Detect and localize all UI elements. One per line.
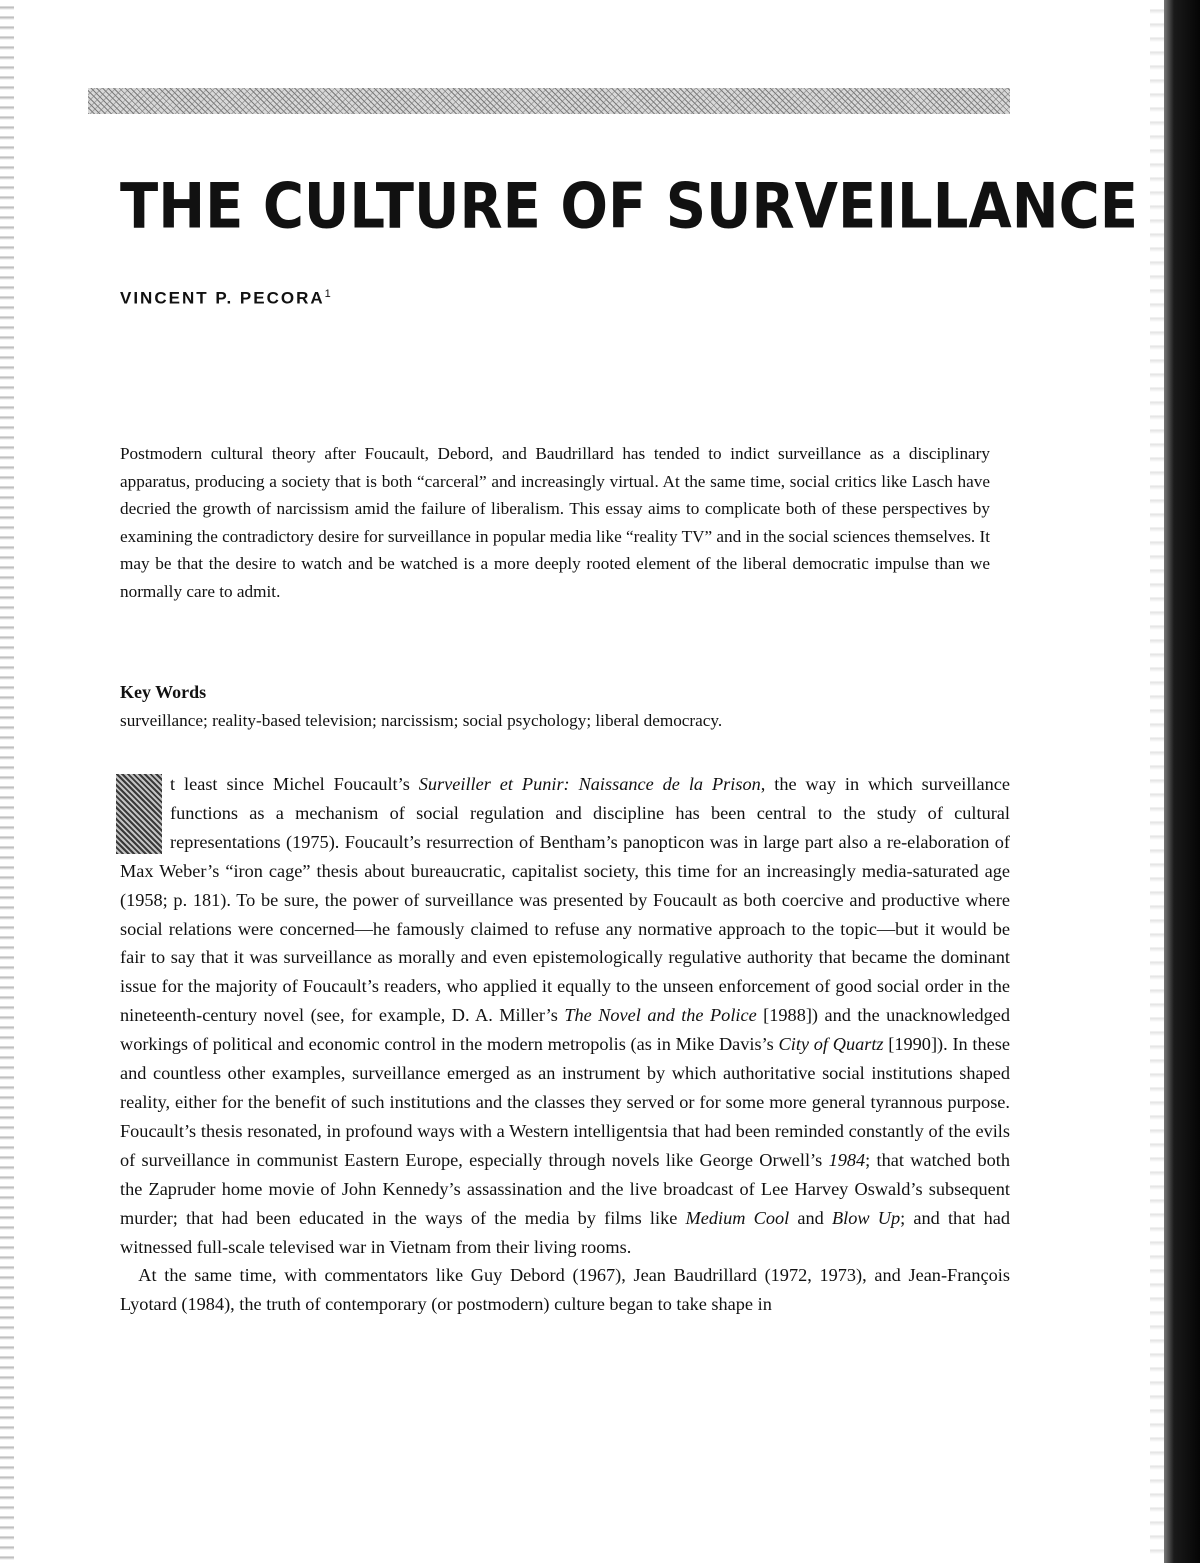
- body-text-run: At the same time, with commentators like Guy Debord (1967), Jean Baudrillard (1972, 1973), and Jean-François Lyotard (1984), the truth of contemporary (or postmodern) culture began to take shape in: [120, 1265, 1010, 1315]
- author-line: [120, 288, 333, 309]
- author-footnote-marker: 1: [324, 288, 333, 300]
- body-paragraph-2: [120, 1261, 1010, 1319]
- scan-left-edge: [0, 0, 14, 1563]
- book-title: Surveiller et Punir: Naissance de la Prison: [418, 774, 761, 794]
- body-text-run: , the way in which surveillance functions as a mechanism of social regulation and discipline has been central to the study of cultural representations (1975). Foucault’s resurrection of Bentham’s panopticon was in large part also a re-elaboration of Max Weber’s “iron cage” thesis about bureaucratic, capitalist society, this time for an increasingly media-saturated age (1958; p. 181). To be sure, the power of surveillance was presented by Foucault as both coercive and productive where social relations were concerned—he famously claimed to refuse any normative approach to the topic—but it would be fair to say that it was surveillance as morally and even epistemologically regulative authority that became the dominant issue for the majority of Foucault’s readers, who applied it equally to the unseen enforcement of good social order in the nineteenth-century novel (see, for example, D. A. Miller’s: [120, 774, 1010, 1026]
- book-title: The Novel and the Police: [564, 1005, 757, 1026]
- keywords-heading: Key Words: [120, 682, 207, 702]
- keywords-list: surveillance; reality-based television; narcissism; social psychology; liberal democracy.: [120, 711, 723, 730]
- scan-right-edge: [1164, 0, 1200, 1563]
- body-text-run: ; that watched both the Zapruder home movie of John Kennedy’s assassination and the live broadcast of Lee Harvey Oswald’s subsequent murder; that had been educated in the ways of the media by films like: [120, 1149, 1010, 1228]
- article-title: THE CULTURE OF SURVEILLANCE: [120, 170, 1138, 244]
- drop-cap-a: [116, 774, 162, 854]
- decorative-header-band: [88, 88, 1010, 114]
- body-text-run: and: [789, 1207, 832, 1228]
- article-body: [120, 770, 1010, 1319]
- body-paragraph-1: [120, 770, 1010, 1261]
- book-title: 1984: [828, 1149, 866, 1170]
- book-title: City of Quartz: [778, 1034, 884, 1055]
- author-name: VINCENT P. PECORA: [120, 288, 325, 308]
- body-text-run: t least since Michel Foucault’s: [170, 774, 419, 794]
- scan-right-speckle: [1150, 0, 1164, 1563]
- body-text-run: [1990]). In these and countless other examples, surveillance emerged as an instrument by which authoritative social institutions shaped reality, either for the benefit of such institutions and the classes they served or for some more general tyrannous purpose. Foucault’s thesis resonated, in profound ways with a Western intelligentsia that had been reminded constantly of the evils of surveillance in communist Eastern Europe, especially through novels like George Orwell’s: [120, 1034, 1010, 1170]
- film-title: Medium Cool: [685, 1207, 790, 1228]
- film-title: Blow Up: [831, 1207, 901, 1228]
- body-text-run: ; and that had witnessed full-scale televised war in Vietnam from their living rooms.: [120, 1207, 1010, 1257]
- body-text-run: [1988]) and the unacknowledged workings of political and economic control in the modern metropolis (as in Mike Davis’s: [120, 1005, 1011, 1055]
- abstract: Postmodern cultural theory after Foucault, Debord, and Baudrillard has tended to indict surveillance as a disciplinary apparatus, producing a society that is both “carceral” and increasingly virtual. At the same time, social critics like Lasch have decried the growth of narcissism amid the failure of liberalism. This essay aims to complicate both of these perspectives by examining the contradictory desire for surveillance in popular media like “reality TV” and in the social sciences themselves. It may be that the desire to watch and be watched is a more deeply rooted element of the liberal democratic impulse than we normally care to admit.: [120, 444, 990, 601]
